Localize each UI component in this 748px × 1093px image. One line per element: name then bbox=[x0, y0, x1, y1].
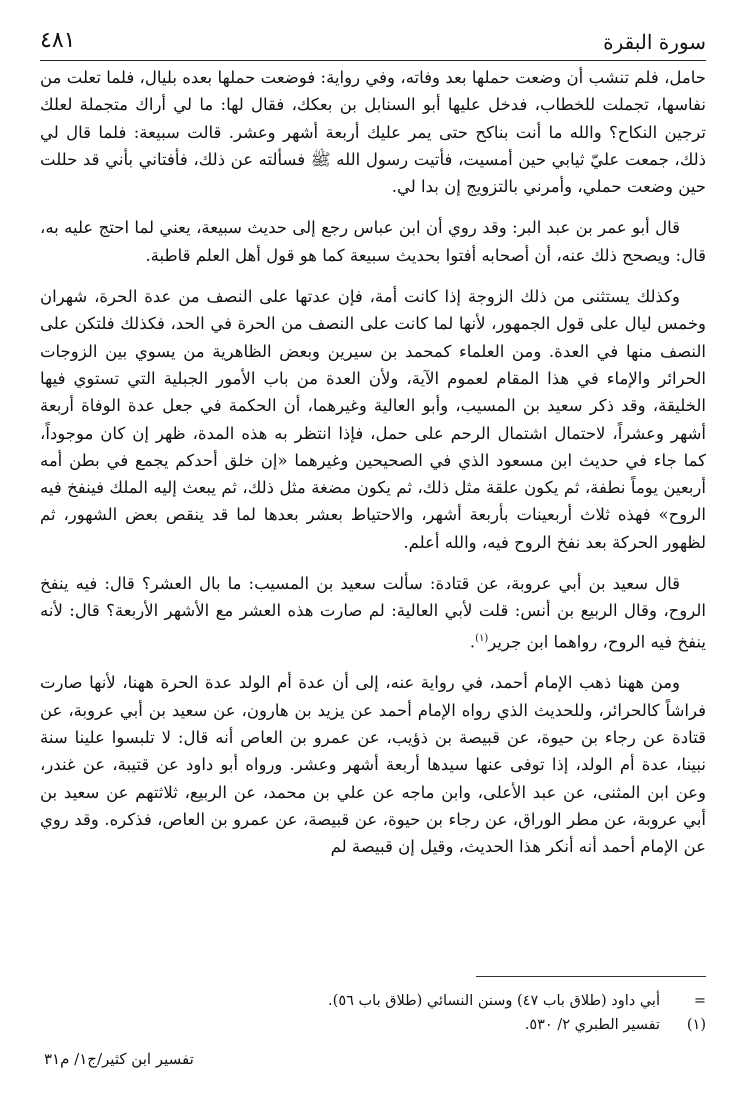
paragraph-4-text: قال سعيد بن أبي عروبة، عن قتادة: سألت سعيد بن المسيب: ما بال العشر؟ قال: فيه ينفخ الروح، وقال الربيع بن أنس: قلت لأبي العالية: لم صارت هذه العشر مع الأشهر الأربعة؟ قال: لأنه ينفخ فيه الروح، رواهما ابن جرير bbox=[40, 574, 706, 652]
paragraph-3: وكذلك يستثنى من ذلك الزوجة إذا كانت أمة، فإن عدتها على النصف من عدة الحرة، شهران وخمس ليال على قول الجمهور، لأنها لما كانت على النصف من الحرة في الحد، فكذلك فلتكن على النصف منها في العدة. ومن العلماء كمحمد بن سيرين وبعض الظاهرية من يسوي بين الزوجات الحرائر والإماء في هذا المقام لعموم الآية، ولأن العدة من باب الأمور الجبلية التي تستوي فيها الخليقة، وقد ذكر سعيد بن المسيب، وأبو العالية وغيرهما، أن الحكمة في جعل عدة الوفاة أربعة أشهر وعشراً، لاحتمال اشتمال الرحم على حمل، فإذا انتظر به هذه المدة، ظهر إن كان موجوداً، كما جاء في حديث ابن مسعود الذي في الصحيحين وغيرهما «إن خلق أحدكم يجمع في بطن أمه أربعين يوماً نطفة، ثم يكون علقة مثل ذلك، ثم يكون مضغة مثل ذلك، ثم يبعث إليه الملك فينفخ فيه الروح» فهذه ثلاث أربعينات بأربعة أشهر، والاحتياط بعشر بعدها لما قد ينقص بعض الشهور، ثم لظهور الحركة بعد نفخ الروح فيه، والله أعلم. bbox=[40, 287, 706, 552]
page-body bbox=[40, 64, 706, 875]
footnote-ref-1[interactable]: (١) bbox=[475, 632, 489, 644]
footnote-divider bbox=[476, 976, 706, 977]
footnote-1 bbox=[40, 1014, 706, 1036]
paragraph-4-end: . bbox=[469, 632, 476, 652]
footnote-marker-continued: = bbox=[693, 993, 706, 1009]
paragraph-1: حامل، فلم تنشب أن وضعت حملها بعد وفاته، وفي رواية: فوضعت حملها بعده بليال، فلما تعلت من نفاسها، تجملت للخطاب، فدخل عليها أبو السنابل بن بعكك، فقال لها: ما لي أراك متجملة لعلك ترجين النكاح؟ والله ما أنت بناكح حتى يمر عليك أربعة أشهر وعشر. قالت سبيعة: فلما قال لي ذلك، جمعت عليّ ثيابي حين أمسيت، فأتيت رسول الله ﷺ فسألته عن ذلك، فأفتاني بأني قد حللت حين وضعت حملي، وأمرني بالتزويج إن بدا لي. bbox=[40, 68, 706, 197]
page-header bbox=[40, 26, 706, 61]
footnote-marker-1: (١) bbox=[686, 1017, 706, 1033]
page-footer: تفسير ابن كثير/ج١/ م٣١ bbox=[44, 1050, 194, 1068]
paragraph-4 bbox=[40, 570, 706, 655]
footnote-continued bbox=[40, 990, 706, 1012]
surah-title: سورة البقرة bbox=[603, 30, 706, 54]
footnote-text-1: تفسير الطبري ٢/ ٥٣٠. bbox=[524, 1017, 660, 1033]
paragraph-2: قال أبو عمر بن عبد البر: وقد روي أن ابن عباس رجع إلى حديث سبيعة، يعني لما احتج عليه به، قال: ويصحح ذلك عنه، أن أصحابه أفتوا بحديث سبيعة كما هو قول أهل العلم قاطبة. bbox=[40, 218, 706, 265]
paragraph-5: ومن ههنا ذهب الإمام أحمد، في رواية عنه، إلى أن عدة أم الولد عدة الحرة ههنا، لأنها صارت فراشاً كالحرائر، وللحديث الذي رواه الإمام أحمد عن يزيد بن هارون، عن سعيد بن أبي عروبة، عن قتادة عن رجاء بن حيوة، عن قبيصة بن ذؤيب، عن عمرو بن العاص أنه قال: لا تلبسوا علينا سنة نبينا، عدة أم الولد، إذا توفى عنها سيدها أربعة أشهر وعشر. ورواه أبو داود عن قتيبة، عن غندر، وعن ابن المثنى، عن عبد الأعلى، وابن ماجه عن علي بن محمد، عن الربيع، ثلاثتهم عن سعيد بن أبي عروبة، عن مطر الوراق، عن رجاء بن حيوة، عن قبيصة، عن عمرو بن العاص، فذكره. وقد روي عن الإمام أحمد أنه أنكر هذا الحديث، وقيل إن قبيصة لم bbox=[40, 673, 706, 857]
footnote-text-continued: أبي داود (طلاق باب ٤٧) وسنن النسائي (طلاق باب ٥٦). bbox=[328, 993, 660, 1009]
page-number: ٤٨١ bbox=[40, 28, 76, 53]
